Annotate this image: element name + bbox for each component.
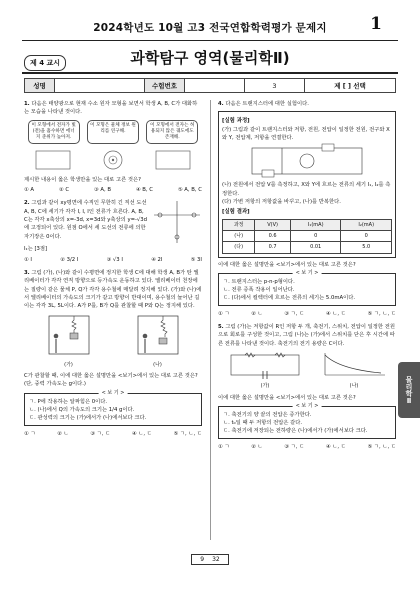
choice-1[interactable]: ① ㄱ [24, 430, 36, 437]
speech-bubble-b: 이 모형은 물체 정보 원리를 연구해. [87, 120, 139, 144]
question-prompt: C가 관찰할 때, 이에 대한 옳은 설명만을 <보기>에서 있는 대로 고른 것은? (단, 중력 가속도는 g이다.) [24, 373, 198, 388]
question-4 [218, 100, 396, 318]
table-header: 과정 [223, 219, 255, 230]
students-illustration [24, 147, 202, 173]
choice-5[interactable]: ⑤ ㄱ, ㄴ, ㄷ [173, 430, 202, 437]
table-row [223, 230, 392, 241]
choice-2[interactable]: ② ㄴ [57, 430, 69, 437]
choice-3[interactable]: ③ √3 I [106, 256, 123, 263]
question-prompt: 이에 대한 옳은 설명만을 <보기>에서 있는 대로 고른 것은? [218, 394, 356, 401]
choice-1[interactable]: ① A [24, 187, 35, 194]
question-3 [24, 269, 202, 438]
choice-4[interactable]: ④ ㄴ, ㄷ [325, 443, 346, 450]
transistor-circuit-diagram [222, 142, 392, 178]
choice-5[interactable]: ⑤ 3I [190, 256, 202, 263]
choice-1[interactable]: ① ㄱ [218, 310, 230, 317]
procedure-step: (가) 그림과 같이 트랜지스터와 저항, 전원, 전압이 일정한 전원, 전구와 X와 Y, 전압계, 저항을 연결한다. [222, 126, 390, 141]
bogi-item: ㄴ. t₀일 때 두 저항의 전압은 같다. [223, 420, 303, 427]
experiment-box [218, 111, 396, 257]
page-footer [0, 554, 420, 565]
question-prompt: 제시한 내용이 옳은 학생만을 있는 대로 고른 것은? [24, 176, 141, 183]
answer-choices [218, 310, 396, 318]
bogi-item: ㄷ. (다)에서 컬렉터에 흐르는 전류의 세기는 5.0mA이다. [223, 295, 356, 302]
table-cell: 0.01 [290, 242, 341, 253]
choice-1[interactable]: ① ㄱ [218, 443, 230, 450]
current-time-graph [319, 351, 389, 379]
question-text: 그림과 같이 xy평면에 수직인 무한히 긴 직선 도선 A, B, C에 세기가 각각 I, I, I인 전류가 흐른다. A, B, C는 각각 x축상의 x=-3d, x=3d와 y축상의 y=-√3d에 고정되어 있다. 원점 O에서 세 도선의 전류에 의한 자기장은 0이다. [24, 200, 148, 240]
choice-3[interactable]: ③ ㄱ, ㄷ [90, 430, 111, 437]
choice-2[interactable]: ② ㄴ [251, 443, 263, 450]
bogi-item: ㄴ. (나)에서 Q의 가속도의 크기는 1/4 g이다. [29, 407, 135, 414]
figure-caption-a: (가) [260, 383, 270, 390]
elevator-figure-b [135, 314, 181, 358]
speech-bubble-c: 이 모형에서 전자는 허용되지 않은 궤도에도 존재해. [146, 120, 198, 144]
name-field[interactable] [55, 79, 145, 92]
choice-4[interactable]: ④ 2I [151, 256, 163, 263]
bogi-item: ㄱ. 축전기의 양 끝의 전압은 증가한다. [223, 411, 312, 418]
question-number: 4. [218, 101, 224, 107]
question-text: 다음은 태양광으로 현재 수소 원자 모형을 보면서 학생 A, B, C가 대화하는 모습을 나타낸 것이다. [24, 101, 198, 116]
bogi-title: < 보 기 > [293, 402, 322, 410]
table-header: I₂(mA) [341, 219, 392, 230]
question-5 [218, 323, 396, 451]
table-header: I₁(mA) [290, 219, 341, 230]
header-rule-bottom [22, 72, 398, 74]
figure-caption-b: (나) [153, 361, 162, 368]
exam-no-digit: 3 [245, 79, 305, 92]
table-cell: 5.0 [341, 242, 392, 253]
bogi-box [24, 389, 202, 426]
left-column [24, 100, 202, 443]
choice-3[interactable]: ③ A, B [93, 187, 111, 194]
student-info-bar [24, 78, 396, 93]
table-cell: (나) [223, 230, 255, 241]
table-header: V(V) [255, 219, 291, 230]
question-1 [24, 100, 202, 194]
student-dialogue-figure [24, 120, 202, 144]
table-cell: 0.6 [255, 230, 291, 241]
bogi-title: < 보 기 > [99, 389, 128, 397]
right-column [218, 100, 396, 456]
subject-side-tab: 물리학Ⅱ [398, 362, 420, 418]
question-number: 3. [24, 270, 30, 277]
name-label: 성명 [25, 79, 55, 92]
choice-4[interactable]: ④ ㄴ, ㄷ [325, 310, 346, 317]
bogi-box [218, 269, 396, 306]
exam-no-label: 수험번호 [145, 79, 185, 92]
question-text: 다음은 트랜지스터에 대한 실험이다. [225, 101, 309, 107]
choice-5[interactable]: ⑤ A, B, C [177, 187, 202, 194]
question-number: 2. [24, 200, 30, 207]
header-rule-top [22, 40, 398, 41]
current-page: 9 [200, 556, 205, 563]
bogi-item: ㄷ. 축전기에 저장되는 전하량은 (나)에서가 (가)에서보다 크다. [223, 428, 368, 435]
choice-4[interactable]: ④ B, C [135, 187, 153, 194]
exam-no-field[interactable] [185, 79, 245, 92]
figure-caption-a: (가) [64, 361, 73, 368]
question-2 [24, 199, 202, 264]
column-divider [210, 100, 211, 540]
selection-field: 제 [ ] 선택 [334, 82, 366, 90]
subject-title: 과학탐구 영역(물리학Ⅱ) [130, 49, 290, 67]
wire-coordinate-diagram [152, 199, 202, 245]
procedure-label: [실험 과정] [222, 118, 250, 125]
choice-4[interactable]: ④ ㄴ, ㄷ [131, 430, 152, 437]
question-prompt: I₁는 [3점] [24, 246, 48, 253]
bogi-item: ㄷ. 관성력의 크기는 (가)에서가 (나)에서보다 크다. [29, 415, 147, 422]
bogi-item: ㄴ. 전류 증폭 작용이 일어난다. [223, 287, 295, 294]
table-row [223, 242, 392, 253]
question-number: 5. [218, 324, 224, 331]
elevator-figure-a [46, 314, 92, 358]
choice-3[interactable]: ③ ㄱ, ㄷ [284, 443, 305, 450]
table-cell: 0 [290, 230, 341, 241]
choice-5[interactable]: ⑤ ㄱ, ㄴ, ㄷ [367, 310, 396, 317]
answer-choices [24, 186, 202, 194]
question-number: 1. [24, 101, 30, 107]
exam-title: 2024학년도 10월 고3 전국연합학력평가 문제지 [93, 22, 327, 34]
elevator-figures [24, 314, 202, 370]
bogi-item: ㄱ. 트랜지스터는 p-n-p형이다. [223, 278, 295, 285]
session-badge: 제 4 교시 [24, 55, 66, 71]
bogi-item: ㄱ. P에 작용하는 알짜힘은 0이다. [29, 398, 108, 405]
choice-2[interactable]: ② ㄴ [251, 310, 263, 317]
choice-2[interactable]: ② C [58, 187, 70, 194]
question-prompt: 이에 대한 옳은 설명만을 <보기>에서 있는 대로 고른 것은? [218, 261, 356, 268]
bogi-box [218, 402, 396, 439]
total-pages: 32 [212, 556, 220, 563]
result-table [222, 219, 392, 254]
result-label: [실험 결과] [222, 209, 250, 216]
bogi-title: < 보 기 > [293, 269, 322, 277]
choice-2[interactable]: ② 3/2 I [60, 256, 79, 263]
answer-choices [24, 256, 202, 264]
answer-choices [24, 430, 202, 438]
choice-5[interactable]: ⑤ ㄱ, ㄴ, ㄷ [367, 443, 396, 450]
page-indicator [191, 554, 228, 565]
choice-1[interactable]: ① I [24, 256, 32, 263]
table-cell: (다) [223, 242, 255, 253]
procedure-step: (나) 전원에서 전압 V를 측정하고, X와 Y에 흐르는 전류의 세기 I₁, I₂를 측정한다. [222, 182, 391, 197]
question-text: 그림 (가), (나)와 같이 수평면에 정지한 학생 C에 대해 학생 A, B가 탄 엘리베이터가 각각 연직 방향으로 등가속도 운동하고 있다. 엘리베이터 천장에는 질량이 같은 물체 P, Q가 각각 용수철에 매달려 정지해 있다. (가)와 (나)에서 엘리베이터의 가속도의 크기가 같고 방향이 반대이며, 용수철의 늘어난 길이는 각각 3L, 5L이다. A가 P를, B가 Q를 관찰할 때 P와 Q는 정지해 있다. [24, 270, 202, 310]
speech-bubble-a: 이 모형에서 전자가 빛(전)을 흡수하면 에너지 준위가 높아져. [28, 120, 80, 144]
table-cell: 0.7 [255, 242, 291, 253]
figure-caption-b: (나) [349, 383, 359, 390]
answer-choices [218, 443, 396, 451]
procedure-step: (다) 가변 저항의 저항값을 바꾸고, (나)를 반복한다. [222, 199, 341, 206]
question-text: 그림 (가)는 저항값이 R인 저항 두 개, 축전기, 스위치, 전압이 일정한 전원으로 회로를 구성한 것이고, 그림 (나)는 (가)에서 스위치를 닫은 후 시간에 따른 전류를 나타낸 것이다. 축전기의 전기 용량은 C이다. [218, 324, 395, 347]
page-number: 1 [370, 14, 382, 34]
capacitor-figures [218, 351, 396, 391]
table-cell: 0 [341, 230, 392, 241]
choice-3[interactable]: ③ ㄱ, ㄷ [284, 310, 305, 317]
capacitor-circuit-diagram [225, 351, 305, 379]
